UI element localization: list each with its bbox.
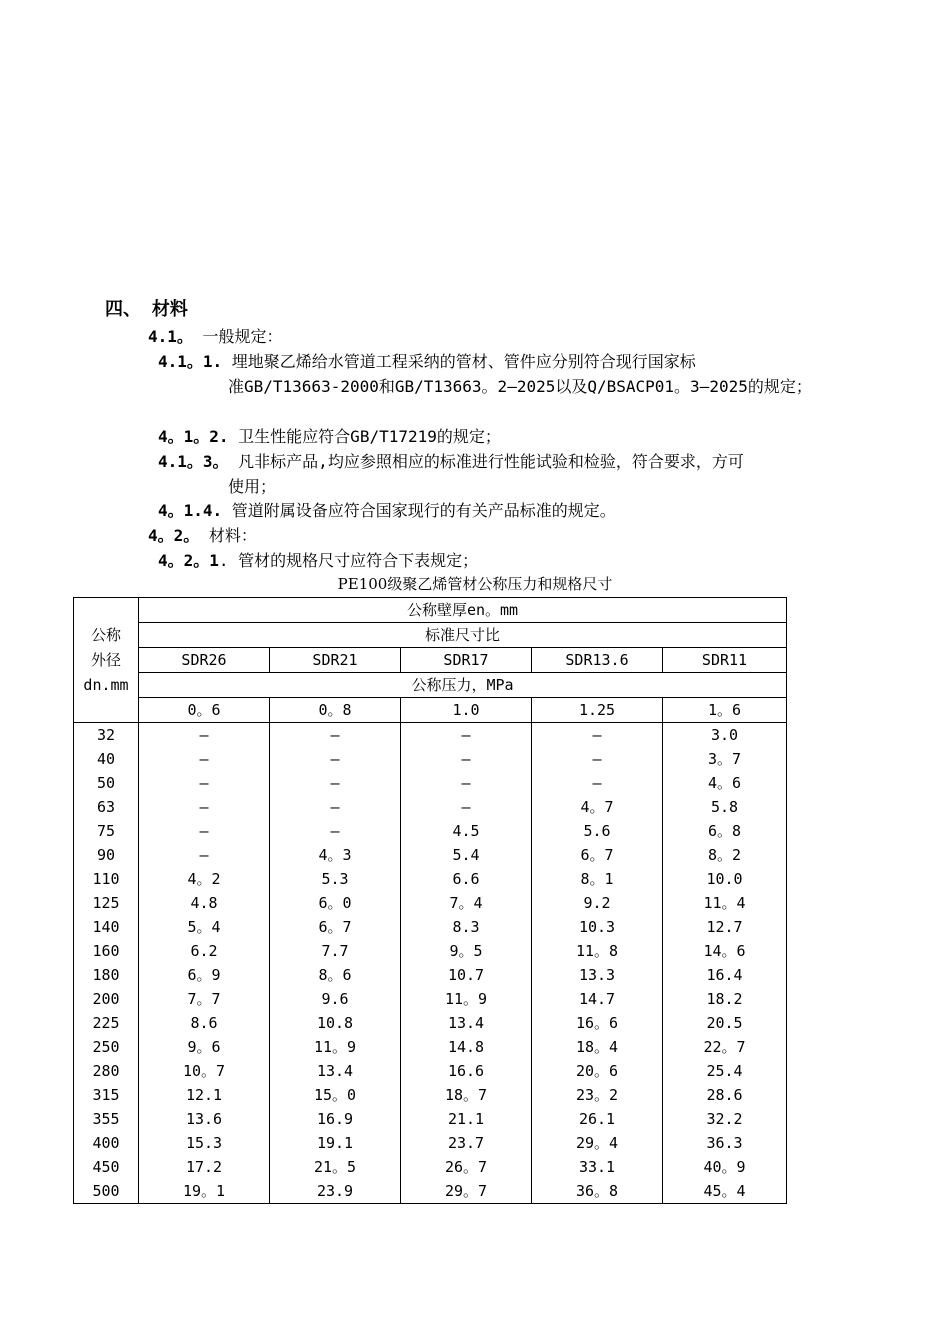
wall-thickness-cell: 15。0 [270, 1083, 401, 1107]
dn-cell: 32 [74, 723, 139, 748]
wall-thickness-cell: 28.6 [663, 1083, 787, 1107]
para-4-2 [148, 523, 850, 548]
dn-cell: 110 [74, 867, 139, 891]
dn-cell: 75 [74, 819, 139, 843]
dn-cell: 355 [74, 1107, 139, 1131]
wall-thickness-cell: 9。5 [401, 939, 532, 963]
wall-thickness-cell: 5.3 [270, 867, 401, 891]
dn-cell: 140 [74, 915, 139, 939]
wall-thickness-cell: 20.5 [663, 1011, 787, 1035]
dn-header-line: dn.mm [83, 675, 129, 694]
para-4-1-2 [158, 424, 860, 449]
pressure-cell: 1。6 [663, 698, 787, 723]
wall-thickness-cell: 15.3 [139, 1131, 270, 1155]
wall-thickness-cell: 6.6 [401, 867, 532, 891]
table-row [74, 747, 787, 771]
wall-thickness-cell: 14.7 [532, 987, 663, 1011]
wall-thickness-cell: 3.0 [663, 723, 787, 748]
pressure-cell: 0。8 [270, 698, 401, 723]
wall-thickness-cell: 13.4 [401, 1011, 532, 1035]
wall-thickness-cell: 6.2 [139, 939, 270, 963]
table-row [74, 1083, 787, 1107]
wall-thickness-header: 公称壁厚en。mm [139, 598, 787, 623]
table-row [74, 1011, 787, 1035]
wall-thickness-cell: 8。6 [270, 963, 401, 987]
wall-thickness-cell: — [139, 819, 270, 843]
wall-thickness-cell: 10.0 [663, 867, 787, 891]
para-text: 卫生性能应符合GB/T17219的规定； [228, 427, 501, 446]
wall-thickness-cell: 16.4 [663, 963, 787, 987]
wall-thickness-cell: — [401, 723, 532, 748]
wall-thickness-cell: — [532, 723, 663, 748]
wall-thickness-cell: 26.1 [532, 1107, 663, 1131]
table-row [74, 1059, 787, 1083]
dn-cell: 90 [74, 843, 139, 867]
wall-thickness-cell: 21。5 [270, 1155, 401, 1179]
wall-thickness-cell: 13.6 [139, 1107, 270, 1131]
sdr-cell: SDR21 [270, 648, 401, 673]
pressure-cell: 0。6 [139, 698, 270, 723]
wall-thickness-cell: — [270, 771, 401, 795]
wall-thickness-cell: 5.8 [663, 795, 787, 819]
wall-thickness-cell: 14。6 [663, 939, 787, 963]
wall-thickness-cell: 22。7 [663, 1035, 787, 1059]
table-caption: PE100级聚乙烯管材公称压力和规格尺寸 [337, 575, 613, 593]
wall-thickness-cell: 6。7 [270, 915, 401, 939]
sdr-cell: SDR11 [663, 648, 787, 673]
wall-thickness-cell: 19。1 [139, 1179, 270, 1204]
section-heading: 四、 材料 [105, 299, 188, 320]
para-number: 4.1。3。 [158, 452, 229, 471]
dn-cell: 500 [74, 1179, 139, 1204]
wall-thickness-cell: 18.2 [663, 987, 787, 1011]
dn-cell: 225 [74, 1011, 139, 1035]
wall-thickness-cell: — [532, 771, 663, 795]
wall-thickness-cell: 4.8 [139, 891, 270, 915]
dn-cell: 160 [74, 939, 139, 963]
wall-thickness-cell: — [139, 747, 270, 771]
wall-thickness-cell: 4。6 [663, 771, 787, 795]
wall-thickness-cell: — [270, 723, 401, 748]
wall-thickness-cell: 8.3 [401, 915, 532, 939]
wall-thickness-cell: 23。2 [532, 1083, 663, 1107]
wall-thickness-cell: 13.3 [532, 963, 663, 987]
dn-cell: 180 [74, 963, 139, 987]
para-text: 材料： [199, 526, 257, 545]
wall-thickness-cell: 21.1 [401, 1107, 532, 1131]
wall-thickness-cell: 6。0 [270, 891, 401, 915]
dn-cell: 250 [74, 1035, 139, 1059]
table-row [74, 1131, 787, 1155]
wall-thickness-cell: — [401, 747, 532, 771]
wall-thickness-cell: — [270, 819, 401, 843]
wall-thickness-cell: 12.7 [663, 915, 787, 939]
wall-thickness-cell: 17.2 [139, 1155, 270, 1179]
para-text: 管道附属设备应符合国家现行的有关产品标准的规定。 [222, 501, 616, 520]
table-row [74, 891, 787, 915]
sdr-cell: SDR26 [139, 648, 270, 673]
wall-thickness-cell: 36.3 [663, 1131, 787, 1155]
para-number: 4。1。2. [158, 427, 229, 446]
wall-thickness-cell: 9.6 [270, 987, 401, 1011]
wall-thickness-cell: 8.6 [139, 1011, 270, 1035]
wall-thickness-cell: 10.8 [270, 1011, 401, 1035]
wall-thickness-cell: 19.1 [270, 1131, 401, 1155]
wall-thickness-cell: 14.8 [401, 1035, 532, 1059]
wall-thickness-cell: 16.6 [401, 1059, 532, 1083]
wall-thickness-cell: 29。4 [532, 1131, 663, 1155]
wall-thickness-cell: — [139, 843, 270, 867]
wall-thickness-cell: 13.4 [270, 1059, 401, 1083]
wall-thickness-cell: 33.1 [532, 1155, 663, 1179]
wall-thickness-cell: — [270, 795, 401, 819]
wall-thickness-cell: 10.7 [401, 963, 532, 987]
para-text: 凡非标产品,均应参照相应的标准进行性能试验和检验，符合要求，方可 [228, 452, 744, 471]
wall-thickness-cell: 7。7 [139, 987, 270, 1011]
table-row [74, 723, 787, 748]
para-4-2-1 [158, 548, 860, 573]
pressure-cell: 1.0 [401, 698, 532, 723]
wall-thickness-cell: 11。9 [401, 987, 532, 1011]
dn-cell: 63 [74, 795, 139, 819]
wall-thickness-cell: 32.2 [663, 1107, 787, 1131]
para-text: 埋地聚乙烯给水管道工程采纳的管材、管件应分别符合现行国家标 [222, 352, 696, 371]
wall-thickness-cell: 4.5 [401, 819, 532, 843]
table-row [74, 939, 787, 963]
wall-thickness-cell: 5.6 [532, 819, 663, 843]
wall-thickness-cell: 20。6 [532, 1059, 663, 1083]
wall-thickness-cell: 23.7 [401, 1131, 532, 1155]
wall-thickness-cell: 25.4 [663, 1059, 787, 1083]
para-4-1 [148, 324, 850, 349]
para-text: 一般规定： [192, 327, 283, 346]
sdr-cell: SDR13.6 [532, 648, 663, 673]
wall-thickness-cell: 7。4 [401, 891, 532, 915]
table-row [74, 1155, 787, 1179]
wall-thickness-cell: 9.2 [532, 891, 663, 915]
dn-cell: 400 [74, 1131, 139, 1155]
wall-thickness-cell: — [139, 795, 270, 819]
para-number: 4。2。1 [158, 551, 219, 570]
wall-thickness-cell: 40。9 [663, 1155, 787, 1179]
wall-thickness-cell: — [139, 723, 270, 748]
wall-thickness-cell: 18。7 [401, 1083, 532, 1107]
dn-cell: 125 [74, 891, 139, 915]
wall-thickness-cell: 10。7 [139, 1059, 270, 1083]
wall-thickness-cell: 11。8 [532, 939, 663, 963]
table-row [74, 843, 787, 867]
wall-thickness-cell: 9。6 [139, 1035, 270, 1059]
table-row [74, 987, 787, 1011]
wall-thickness-cell: 26。7 [401, 1155, 532, 1179]
wall-thickness-cell: 12.1 [139, 1083, 270, 1107]
wall-thickness-cell: 8。2 [663, 843, 787, 867]
pressure-header: 公称压力，MPa [139, 673, 787, 698]
wall-thickness-cell: 11。4 [663, 891, 787, 915]
wall-thickness-cell: 23.9 [270, 1179, 401, 1204]
wall-thickness-cell: 4。7 [532, 795, 663, 819]
wall-thickness-cell: — [139, 771, 270, 795]
pipe-spec-table [73, 597, 787, 1204]
wall-thickness-cell: 6。8 [663, 819, 787, 843]
table-row [74, 867, 787, 891]
para-continuation: 使用； [228, 477, 277, 496]
wall-thickness-cell: — [270, 747, 401, 771]
table-row [74, 1107, 787, 1131]
para-text: . 管材的规格尺寸应符合下表规定； [218, 551, 479, 570]
wall-thickness-cell: 8。1 [532, 867, 663, 891]
para-number: 4.1。 [148, 327, 193, 346]
para-4-1-1 [158, 349, 860, 399]
wall-thickness-cell: 29。7 [401, 1179, 532, 1204]
para-number: 4。1.4. [158, 501, 223, 520]
dn-header-line: 公称 [90, 625, 121, 644]
wall-thickness-cell: 18。4 [532, 1035, 663, 1059]
wall-thickness-cell: — [532, 747, 663, 771]
wall-thickness-cell: 16。6 [532, 1011, 663, 1035]
para-4-1-4 [158, 498, 860, 523]
wall-thickness-cell: 45。4 [663, 1179, 787, 1204]
dn-cell: 50 [74, 771, 139, 795]
table-body [74, 723, 787, 1204]
wall-thickness-cell: 3。7 [663, 747, 787, 771]
wall-thickness-cell: 16.9 [270, 1107, 401, 1131]
wall-thickness-cell: 5。4 [139, 915, 270, 939]
wall-thickness-cell: 36。8 [532, 1179, 663, 1204]
pressure-cell: 1.25 [532, 698, 663, 723]
dn-header-cell [74, 598, 139, 723]
sdr-cell: SDR17 [401, 648, 532, 673]
wall-thickness-cell: 10.3 [532, 915, 663, 939]
table-row [74, 771, 787, 795]
wall-thickness-cell: 7.7 [270, 939, 401, 963]
sdr-header: 标准尺寸比 [139, 623, 787, 648]
table-row [74, 795, 787, 819]
wall-thickness-cell: 6。9 [139, 963, 270, 987]
wall-thickness-cell: 11。9 [270, 1035, 401, 1059]
wall-thickness-cell: — [401, 795, 532, 819]
table-row [74, 963, 787, 987]
table-row [74, 819, 787, 843]
table-row [74, 1179, 787, 1204]
wall-thickness-cell: — [401, 771, 532, 795]
table-row [74, 1035, 787, 1059]
dn-cell: 280 [74, 1059, 139, 1083]
dn-cell: 450 [74, 1155, 139, 1179]
para-number: 4.1。1. [158, 352, 223, 371]
wall-thickness-cell: 5.4 [401, 843, 532, 867]
dn-cell: 315 [74, 1083, 139, 1107]
para-continuation: 准GB/T13663-2000和GB/T13663。2—2025以及Q/BSACP01。3—2025的规定； [228, 377, 812, 396]
dn-cell: 200 [74, 987, 139, 1011]
dn-header-line: 外径 [90, 650, 121, 669]
dn-cell: 40 [74, 747, 139, 771]
para-4-1-3 [158, 449, 860, 499]
wall-thickness-cell: 4。2 [139, 867, 270, 891]
table-row [74, 915, 787, 939]
wall-thickness-cell: 4。3 [270, 843, 401, 867]
para-number: 4。2。 [148, 526, 200, 545]
wall-thickness-cell: 6。7 [532, 843, 663, 867]
